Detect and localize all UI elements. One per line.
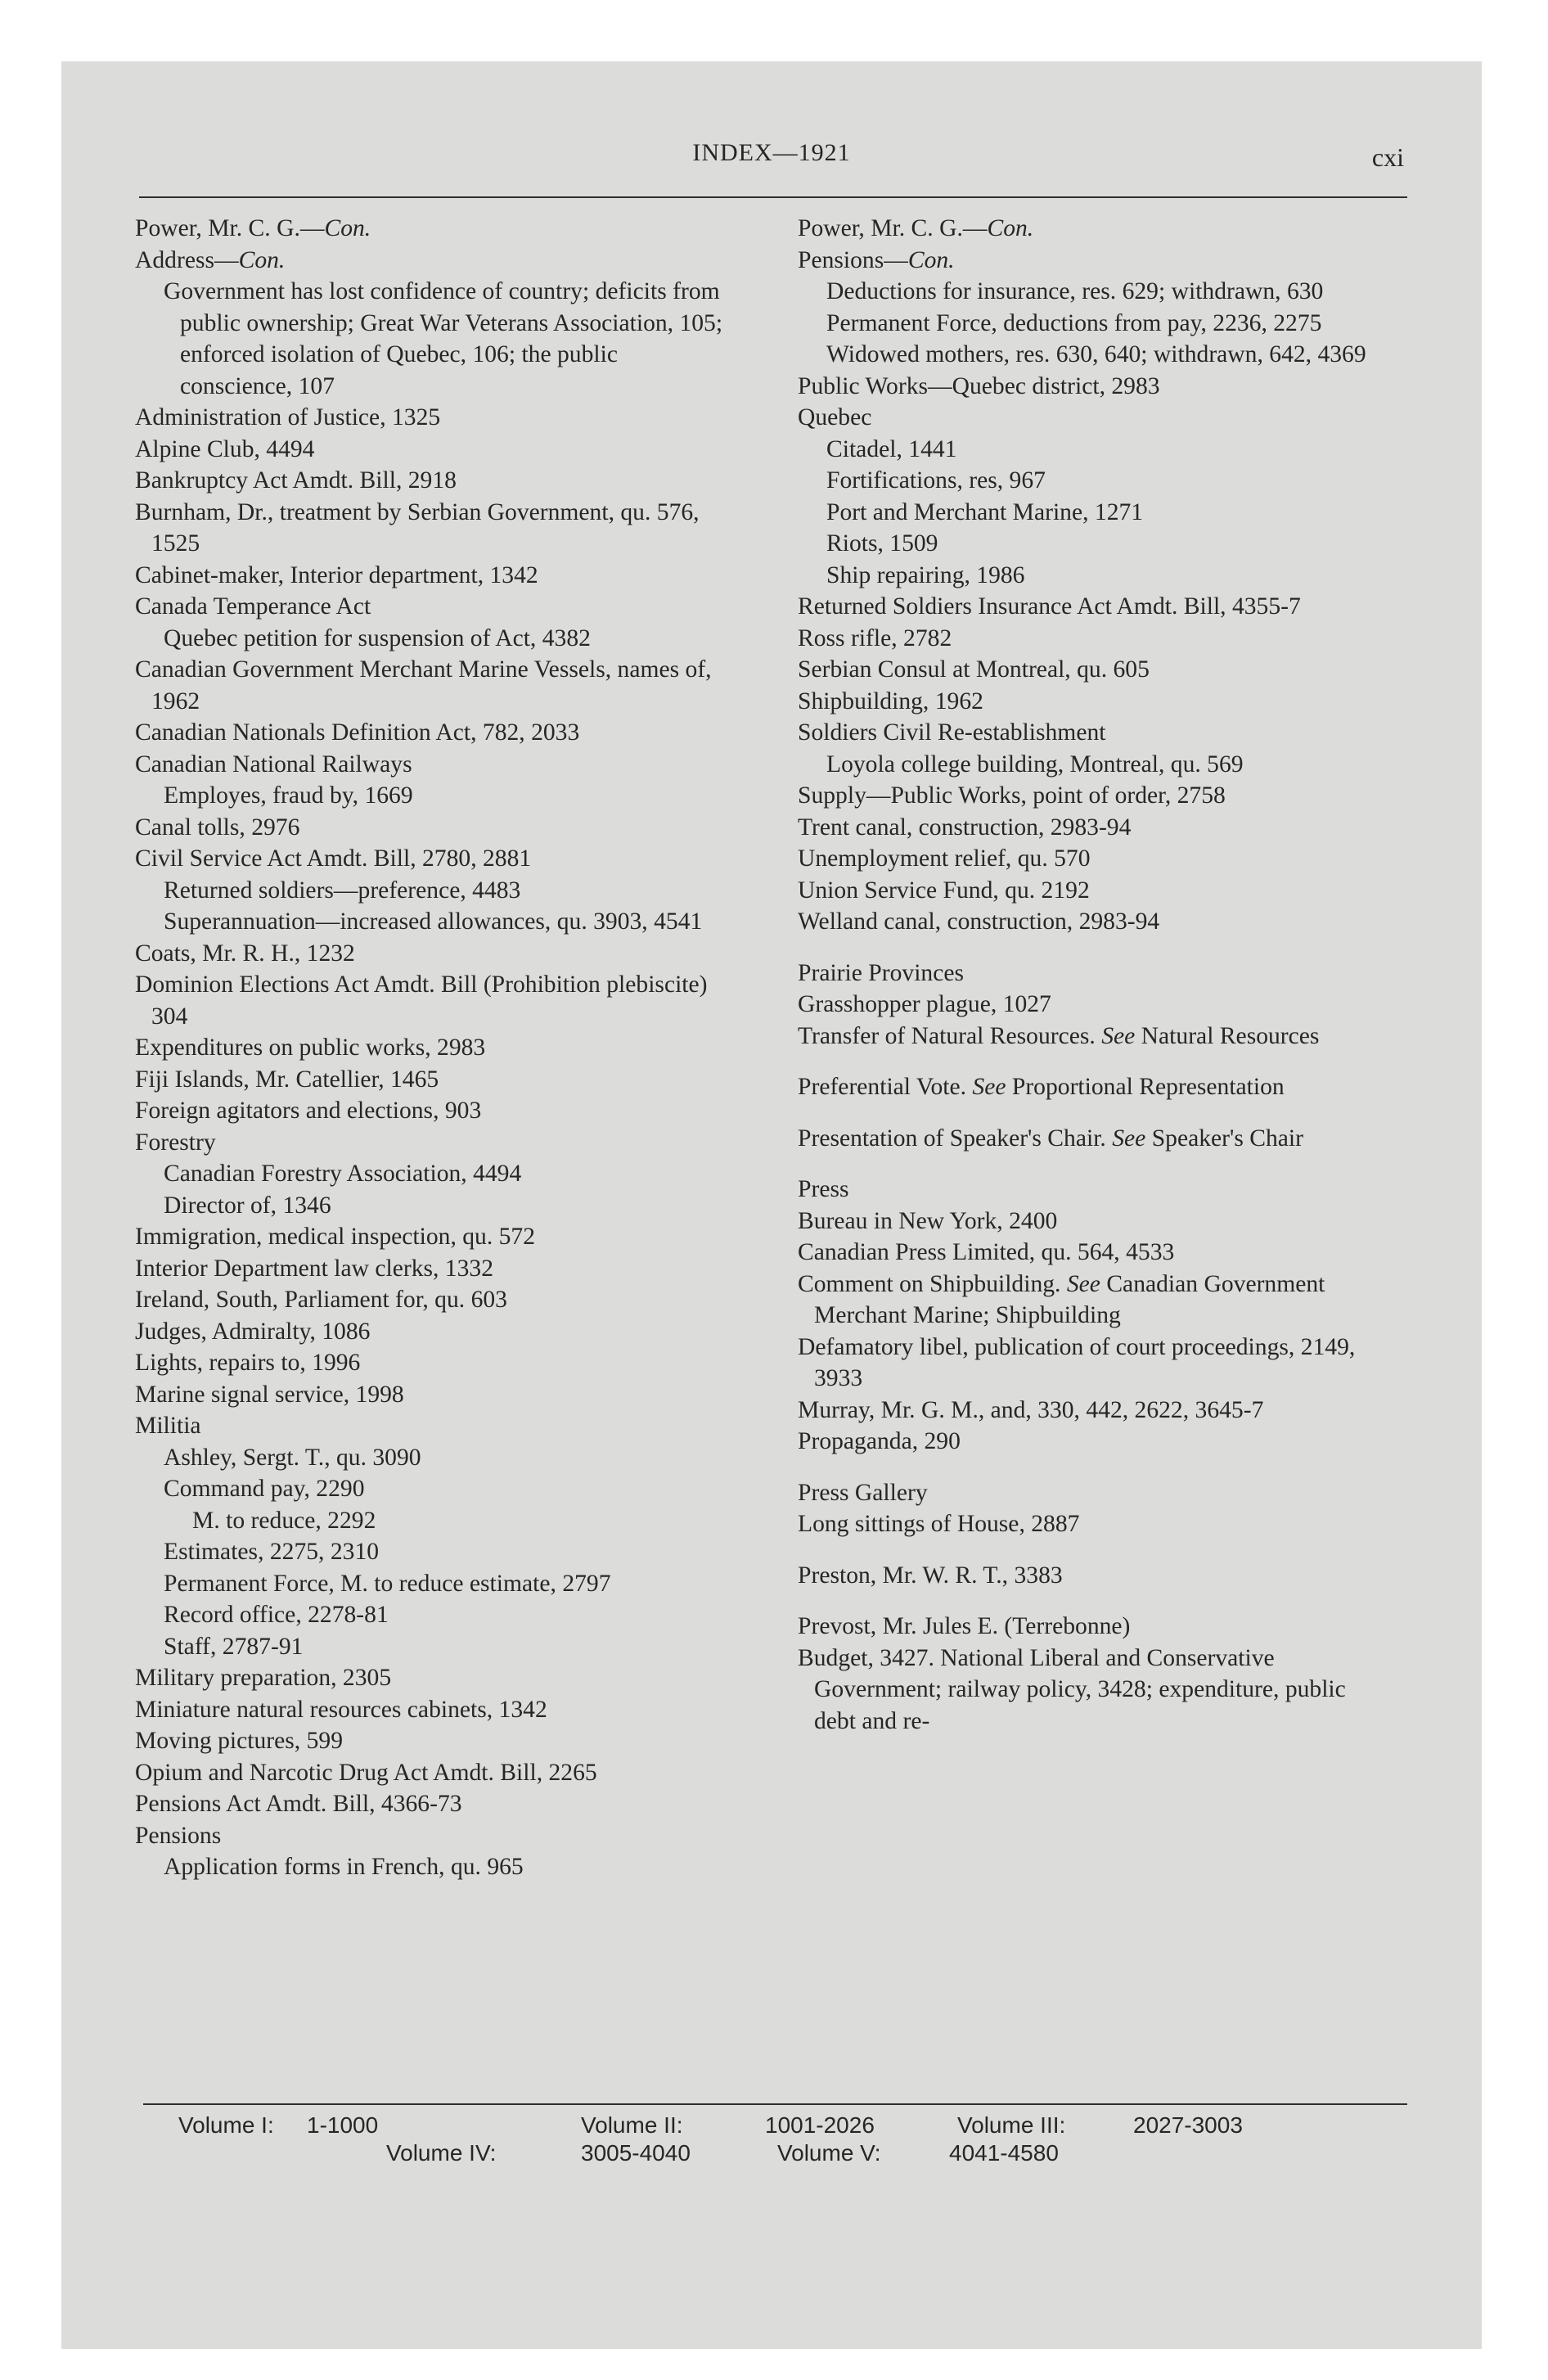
index-entry: [135, 1568, 724, 1600]
index-heading: [798, 1071, 1387, 1103]
index-entry: [135, 717, 724, 749]
heading-text: Presentation of Speaker's Chair.: [798, 1125, 1106, 1152]
index-entry: [135, 812, 724, 844]
index-heading: [798, 1611, 1387, 1643]
entry-text: Canadian National Railways: [135, 751, 412, 778]
index-entry: [135, 780, 724, 812]
index-entry: [798, 654, 1387, 686]
entry-text: Employes, fraud by, 1669: [164, 782, 413, 809]
index-entry: [798, 780, 1387, 812]
entry-text: Pensions Act Amdt. Bill, 4366-73: [135, 1791, 462, 1817]
entry-text: Ship repairing, 1986: [826, 561, 1025, 588]
entry-text: Returned soldiers—preference, 4483: [164, 877, 521, 904]
index-entry: [135, 1820, 724, 1852]
italic-text: Con.: [324, 215, 371, 241]
index-entry: [135, 1442, 724, 1474]
entry-text: Canadian Forestry Association, 4494: [164, 1161, 522, 1187]
index-entry: [135, 1284, 724, 1316]
index-entry: [135, 938, 724, 970]
index-entry: [135, 1599, 724, 1631]
heading-text: Power, Mr. C. G.—: [798, 215, 988, 241]
entry-text: Ireland, South, Parliament for, qu. 603: [135, 1287, 507, 1313]
heading-text: Preston, Mr. W. R. T.,: [798, 1562, 1009, 1589]
entry-text: Returned Soldiers Insurance Act Amdt. Bill, 4355-7: [798, 593, 1301, 620]
entry-text: Ashley, Sergt. T., qu. 3090: [164, 1444, 421, 1471]
entry-text: Application forms in French, qu. 965: [164, 1854, 524, 1880]
entry-text: Foreign agitators and elections, 903: [135, 1098, 482, 1124]
entry-text-cont: Canadian Government Merchant Marine; Shipbuilding: [814, 1270, 1325, 1328]
index-entry: [798, 1643, 1387, 1738]
entry-text: Civil Service Act Amdt. Bill, 2780, 2881: [135, 845, 532, 872]
entry-text: Marine signal service, 1998: [135, 1381, 404, 1408]
entry-text: Defamatory libel, publication of court proceedings, 2149, 3933: [798, 1333, 1356, 1391]
entry-text: Alpine Club, 4494: [135, 435, 315, 462]
entry-text: Command pay, 2290: [164, 1476, 365, 1502]
index-entry: [135, 1379, 724, 1411]
index-entry: [798, 812, 1387, 844]
entry-text-cont: Natural Resources: [1135, 1022, 1320, 1049]
italic-text: See: [966, 1074, 1006, 1100]
index-entry: [798, 1237, 1387, 1269]
volume-2-label: Volume II:: [581, 2112, 683, 2138]
volume-1-range: 1-1000: [307, 2112, 379, 2138]
index-entry: [798, 686, 1387, 718]
entry-text: Opium and Narcotic Drug Act Amdt. Bill, 2265: [135, 1759, 597, 1786]
entry-text: Fiji Islands, Mr. Catellier, 1465: [135, 1066, 439, 1093]
entry-text: Port and Merchant Marine, 1271: [826, 498, 1144, 525]
index-entry: [798, 1395, 1387, 1427]
index-entry: [798, 875, 1387, 907]
index-heading: [798, 958, 1387, 989]
entry-text-cont: Proportional Representation: [1006, 1074, 1285, 1100]
entry-text: Shipbuilding, 1962: [798, 687, 983, 714]
entry-spacer: [798, 1154, 1387, 1174]
volume-4-range: 3005-4040: [581, 2140, 691, 2166]
entry-text: Canadian Press Limited, qu. 564, 4533: [798, 1239, 1175, 1265]
heading-text: Prevost, Mr. Jules E.: [798, 1613, 998, 1639]
entry-text: Grasshopper plague, 1027: [798, 991, 1051, 1017]
index-entry: [135, 1473, 724, 1505]
volume-5-range: 4041-4580: [949, 2140, 1059, 2166]
entry-text: Quebec: [798, 404, 872, 430]
index-column-right: [798, 213, 1387, 1737]
index-entry: [135, 497, 724, 560]
index-entry: [135, 1158, 724, 1190]
index-page: [61, 61, 1482, 2349]
entry-text: Fortifications, res, 967: [826, 467, 1046, 494]
entry-text: Deductions for insurance, res. 629; withdrawn, 630: [826, 278, 1324, 304]
index-entry: [798, 560, 1387, 592]
entry-text: Pensions—: [798, 246, 908, 273]
entry-spacer: [798, 1591, 1387, 1611]
index-entry: [135, 1757, 724, 1789]
entry-text: Bankruptcy Act Amdt. Bill, 2918: [135, 467, 457, 494]
index-heading: [135, 213, 724, 245]
index-entry: [135, 1788, 724, 1820]
index-entry: [798, 276, 1387, 308]
entry-text: Permanent Force, M. to reduce estimate, 2797: [164, 1570, 611, 1597]
entry-text: Welland canal, construction, 2983-94: [798, 908, 1160, 935]
index-entry: [135, 906, 724, 938]
entry-text-cont: (Terrebonne): [997, 1613, 1131, 1639]
index-entry: [135, 1316, 724, 1348]
index-entry: [135, 1190, 724, 1222]
index-heading: [798, 213, 1387, 245]
index-entry: [798, 434, 1387, 466]
index-entry: [135, 1662, 724, 1694]
entry-spacer: [798, 1052, 1387, 1071]
index-entry: [135, 1536, 724, 1568]
entry-text: Serbian Consul at Montreal, qu. 605: [798, 656, 1150, 683]
entry-text: Forestry: [135, 1129, 216, 1156]
index-entry: [135, 875, 724, 907]
index-entry: [135, 1253, 724, 1285]
italic-text: Con.: [238, 246, 286, 273]
index-column-left: [135, 213, 724, 1883]
index-entry: [135, 1095, 724, 1127]
entry-text: Riots, 1509: [826, 530, 938, 557]
index-entry: [798, 465, 1387, 497]
entry-text: Unemployment relief, qu. 570: [798, 845, 1091, 872]
entry-text: Interior Department law clerks, 1332: [135, 1255, 493, 1282]
volume-3-label: Volume III:: [957, 2112, 1066, 2138]
index-heading: [798, 1123, 1387, 1155]
index-entry: [798, 1021, 1387, 1053]
index-entry: [798, 1426, 1387, 1458]
index-entry: [135, 1347, 724, 1379]
index-entry: [135, 623, 724, 655]
entry-spacer: [798, 1103, 1387, 1123]
heading-text: Press: [798, 1176, 849, 1202]
volume-1-label: Volume I:: [178, 2112, 274, 2138]
entry-text: Militia: [135, 1413, 201, 1439]
entry-text: Loyola college building, Montreal, qu. 569: [826, 751, 1244, 778]
entry-text: Widowed mothers, res. 630, 640; withdrawn, 642, 4369: [826, 341, 1366, 367]
index-entry: [135, 1064, 724, 1096]
index-entry: [798, 591, 1387, 623]
entry-text: Transfer of Natural Resources.: [798, 1022, 1102, 1049]
entry-text: Public Works—Quebec district, 2983: [798, 372, 1160, 399]
entry-text: M. to reduce, 2292: [192, 1507, 376, 1534]
index-entry: [798, 717, 1387, 749]
italic-text: Con.: [907, 246, 955, 273]
page-header: [61, 139, 1482, 188]
index-entry: [135, 276, 724, 402]
entry-text: Administration of Justice, 1325: [135, 404, 441, 430]
index-entry: [135, 245, 724, 277]
entry-text-cont: 3383: [1008, 1562, 1063, 1589]
index-entry: [135, 1410, 724, 1442]
italic-text: See: [1066, 1270, 1100, 1297]
entry-spacer: [798, 1458, 1387, 1477]
entry-text: Expenditures on public works, 2983: [135, 1034, 486, 1061]
entry-text: Government has lost confidence of country; deficits from public ownership; Great War Veterans Association, 105; enforced isolation of Quebec, 106; the public conscience, 107: [164, 278, 723, 399]
index-entry: [798, 497, 1387, 529]
index-entry: [798, 402, 1387, 434]
entry-text: Soldiers Civil Re-establishment: [798, 719, 1106, 746]
heading-text: Preferential Vote.: [798, 1074, 966, 1100]
entry-text: Lights, repairs to, 1996: [135, 1350, 361, 1376]
entry-text: Staff, 2787-91: [164, 1633, 304, 1660]
index-entry: [798, 749, 1387, 781]
italic-text: Con.: [987, 215, 1034, 241]
entry-text: Immigration, medical inspection, qu. 572: [135, 1224, 536, 1250]
page-number: cxi: [1371, 142, 1404, 172]
entry-text: Superannuation—increased allowances, qu. 3903, 4541: [164, 908, 703, 935]
index-entry: [135, 402, 724, 434]
entry-text: Trent canal, construction, 2983-94: [798, 814, 1132, 841]
heading-text: Power, Mr. C. G.—: [135, 215, 325, 241]
index-entry: [798, 1332, 1387, 1395]
entry-text: Director of, 1346: [164, 1192, 331, 1219]
entry-text: Canadian Government Merchant Marine Vessels, names of, 1962: [135, 656, 712, 714]
index-entry: [798, 339, 1387, 371]
index-entry: [135, 843, 724, 875]
entry-text: Moving pictures, 599: [135, 1728, 343, 1754]
index-heading: [798, 1477, 1387, 1509]
heading-text: Press Gallery: [798, 1479, 928, 1506]
index-entry: [135, 654, 724, 717]
index-heading: [798, 1174, 1387, 1206]
index-entry: [135, 560, 724, 592]
entry-text: Military preparation, 2305: [135, 1665, 392, 1691]
index-entry: [798, 308, 1387, 340]
index-entry: [135, 969, 724, 1032]
entry-text: Canal tolls, 2976: [135, 814, 300, 841]
header-rule: [139, 196, 1407, 198]
index-entry: [135, 434, 724, 466]
index-entry: [135, 1725, 724, 1757]
entry-text: Permanent Force, deductions from pay, 2236, 2275: [826, 309, 1322, 336]
entry-text: Bureau in New York, 2400: [798, 1207, 1058, 1234]
index-heading: [798, 1560, 1387, 1592]
index-entry: [135, 1505, 724, 1537]
entry-text: Judges, Admiralty, 1086: [135, 1318, 371, 1345]
index-entry: [135, 749, 724, 781]
entry-text: Address—: [135, 246, 239, 273]
entry-text: Canada Temperance Act: [135, 593, 371, 620]
index-entry: [135, 1631, 724, 1663]
index-entry: [798, 1269, 1387, 1332]
heading-text: Prairie Provinces: [798, 959, 964, 986]
index-entry: [798, 989, 1387, 1021]
volume-3-range: 2027-3003: [1133, 2112, 1243, 2138]
volume-4-label: Volume IV:: [386, 2140, 497, 2166]
entry-text: Budget, 3427. National Liberal and Conservative Government; railway policy, 3428; expenditure, public debt and re-: [798, 1644, 1346, 1734]
index-entry: [135, 1127, 724, 1159]
entry-spacer: [798, 1540, 1387, 1560]
entry-text: Coats, Mr. R. H., 1232: [135, 940, 355, 967]
entry-text: Record office, 2278-81: [164, 1602, 389, 1628]
entry-text: Comment on Shipbuilding.: [798, 1270, 1067, 1297]
entry-text-cont: Speaker's Chair: [1145, 1125, 1304, 1152]
index-entry: [135, 1851, 724, 1883]
index-entry: [135, 1694, 724, 1726]
footer-rule: [143, 2103, 1407, 2105]
index-entry: [798, 1508, 1387, 1540]
italic-text: See: [1101, 1022, 1136, 1049]
volume-5-label: Volume V:: [777, 2140, 881, 2166]
index-entry: [798, 623, 1387, 655]
index-entry: [135, 465, 724, 497]
entry-text: Citadel, 1441: [826, 435, 957, 462]
entry-text: Ross rifle, 2782: [798, 624, 952, 651]
volume-2-range: 1001-2026: [765, 2112, 875, 2138]
index-entry: [135, 1221, 724, 1253]
entry-text: Supply—Public Works, point of order, 2758: [798, 782, 1226, 809]
index-entry: [135, 1032, 724, 1064]
entry-text: Pensions: [135, 1822, 222, 1849]
index-entry: [798, 1206, 1387, 1237]
entry-text: Cabinet-maker, Interior department, 1342: [135, 561, 538, 588]
index-entry: [798, 906, 1387, 938]
entry-text: Dominion Elections Act Amdt. Bill (Prohibition plebiscite) 304: [135, 971, 708, 1030]
running-head: INDEX—1921: [692, 139, 851, 166]
index-entry: [135, 591, 724, 623]
entry-text: Burnham, Dr., treatment by Serbian Government, qu. 576, 1525: [135, 498, 700, 557]
entry-text: Union Service Fund, qu. 2192: [798, 877, 1090, 904]
entry-spacer: [798, 938, 1387, 958]
entry-text: Estimates, 2275, 2310: [164, 1539, 380, 1565]
entry-text: Miniature natural resources cabinets, 1342: [135, 1696, 547, 1723]
index-entry: [798, 371, 1387, 403]
entry-text: Long sittings of House, 2887: [798, 1511, 1080, 1537]
index-entry: [798, 528, 1387, 560]
index-entry: [798, 843, 1387, 875]
entry-text: Quebec petition for suspension of Act, 4382: [164, 624, 591, 651]
index-entry: [798, 245, 1387, 277]
entry-text: Canadian Nationals Definition Act, 782, 2033: [135, 719, 580, 746]
entry-text: Propaganda, 290: [798, 1428, 961, 1454]
italic-text: See: [1105, 1125, 1146, 1152]
entry-text: Murray, Mr. G. M., and, 330, 442, 2622, 3645-7: [798, 1396, 1264, 1423]
